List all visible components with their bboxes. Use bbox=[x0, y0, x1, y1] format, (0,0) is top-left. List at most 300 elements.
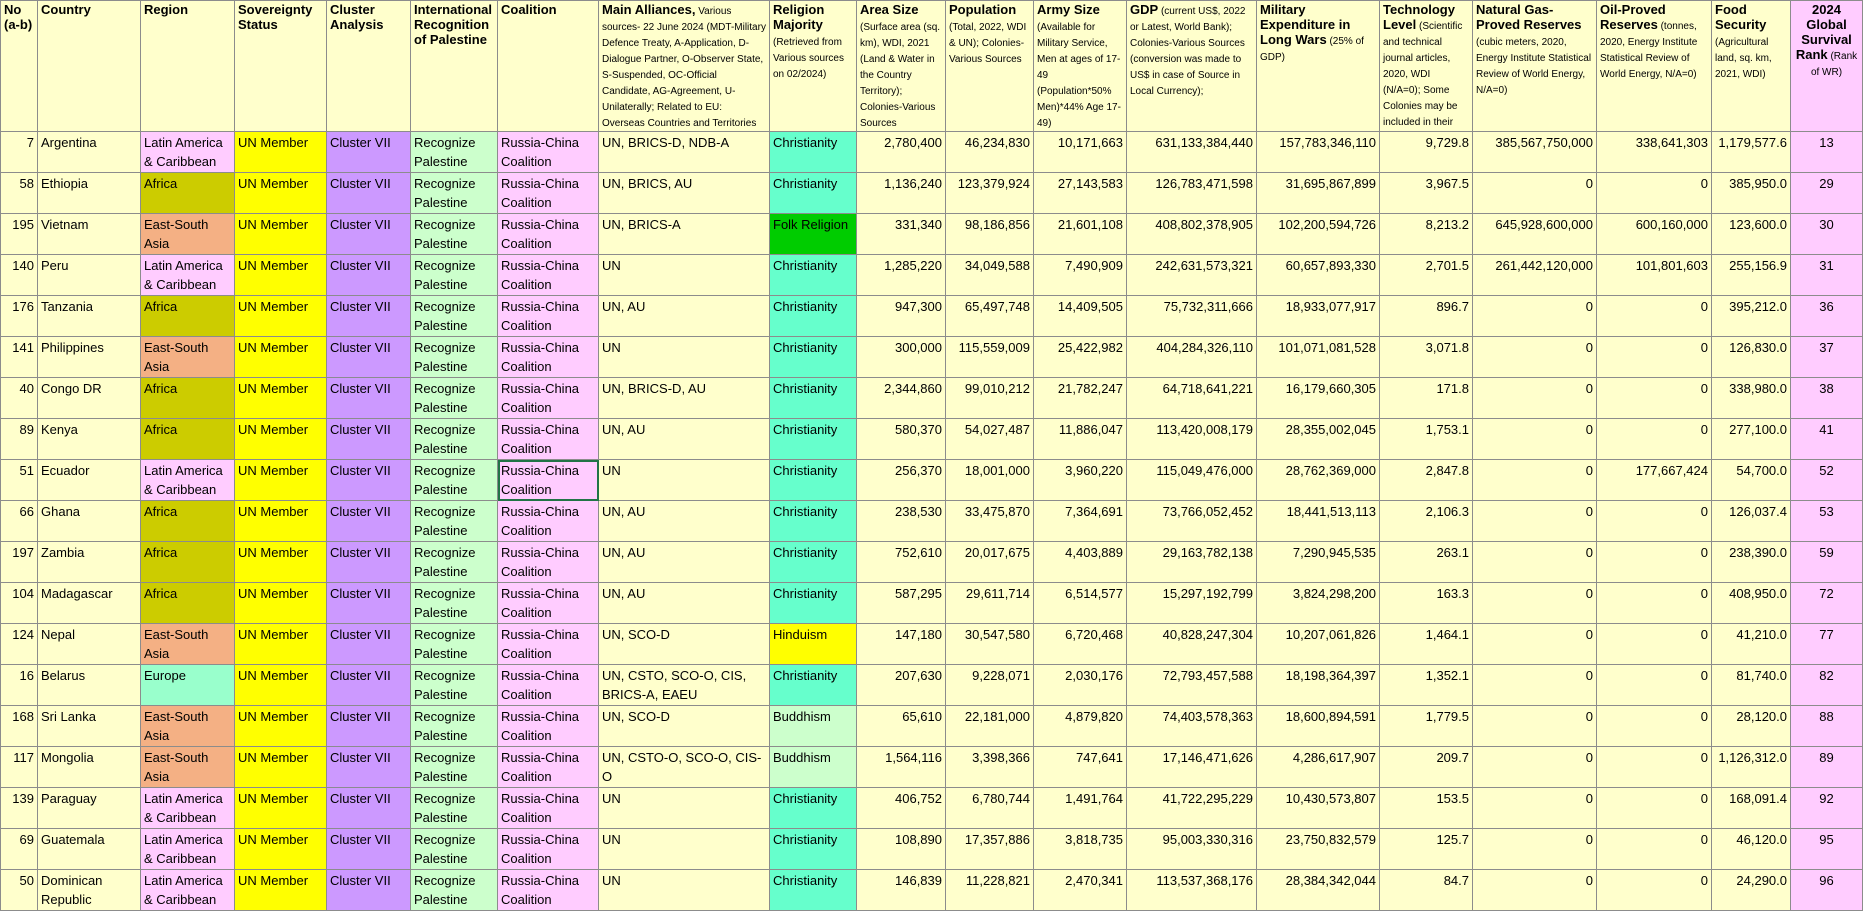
food-cell[interactable]: 1,179,577.6 bbox=[1712, 132, 1791, 173]
army-cell[interactable]: 21,601,108 bbox=[1034, 214, 1127, 255]
recognition-cell[interactable]: Recognize Palestine bbox=[411, 747, 498, 788]
column-header[interactable] bbox=[770, 1, 857, 132]
area-cell[interactable]: 147,180 bbox=[857, 624, 946, 665]
rank-cell[interactable]: 82 bbox=[1791, 665, 1863, 706]
rank-cell[interactable]: 88 bbox=[1791, 706, 1863, 747]
coalition-cell[interactable]: Russia-China Coalition bbox=[498, 542, 599, 583]
military-cell[interactable]: 157,783,346,110 bbox=[1257, 132, 1380, 173]
food-cell[interactable]: 395,212.0 bbox=[1712, 296, 1791, 337]
area-cell[interactable]: 752,610 bbox=[857, 542, 946, 583]
population-cell[interactable]: 54,027,487 bbox=[946, 419, 1034, 460]
recognition-cell[interactable]: Recognize Palestine bbox=[411, 706, 498, 747]
food-cell[interactable]: 123,600.0 bbox=[1712, 214, 1791, 255]
oil-cell[interactable]: 0 bbox=[1597, 747, 1712, 788]
cluster-cell[interactable]: Cluster VII bbox=[327, 460, 411, 501]
country-cell[interactable]: Philippines bbox=[38, 337, 141, 378]
coalition-cell[interactable]: Russia-China Coalition bbox=[498, 665, 599, 706]
sovereignty-cell[interactable]: UN Member bbox=[235, 214, 327, 255]
recognition-cell[interactable]: Recognize Palestine bbox=[411, 460, 498, 501]
region-cell[interactable]: Europe bbox=[141, 665, 235, 706]
alliances-cell[interactable]: UN, SCO-D bbox=[599, 624, 770, 665]
country-cell[interactable]: Tanzania bbox=[38, 296, 141, 337]
gdp-cell[interactable]: 40,828,247,304 bbox=[1127, 624, 1257, 665]
area-cell[interactable]: 331,340 bbox=[857, 214, 946, 255]
oil-cell[interactable]: 0 bbox=[1597, 829, 1712, 870]
religion-cell[interactable]: Buddhism bbox=[770, 747, 857, 788]
gas-cell[interactable]: 0 bbox=[1473, 460, 1597, 501]
country-cell[interactable]: Paraguay bbox=[38, 788, 141, 829]
recognition-cell[interactable]: Recognize Palestine bbox=[411, 296, 498, 337]
religion-cell[interactable]: Christianity bbox=[770, 665, 857, 706]
country-cell[interactable]: Congo DR bbox=[38, 378, 141, 419]
row-number-cell[interactable]: 66 bbox=[1, 501, 38, 542]
alliances-cell[interactable]: UN bbox=[599, 870, 770, 911]
row-number-cell[interactable]: 124 bbox=[1, 624, 38, 665]
region-cell[interactable]: East-South Asia bbox=[141, 337, 235, 378]
technology-cell[interactable]: 263.1 bbox=[1380, 542, 1473, 583]
technology-cell[interactable]: 125.7 bbox=[1380, 829, 1473, 870]
area-cell[interactable]: 238,530 bbox=[857, 501, 946, 542]
area-cell[interactable]: 1,285,220 bbox=[857, 255, 946, 296]
cluster-cell[interactable]: Cluster VII bbox=[327, 132, 411, 173]
military-cell[interactable]: 7,290,945,535 bbox=[1257, 542, 1380, 583]
gdp-cell[interactable]: 17,146,471,626 bbox=[1127, 747, 1257, 788]
food-cell[interactable]: 46,120.0 bbox=[1712, 829, 1791, 870]
religion-cell[interactable]: Christianity bbox=[770, 296, 857, 337]
technology-cell[interactable]: 1,464.1 bbox=[1380, 624, 1473, 665]
country-cell[interactable]: Nepal bbox=[38, 624, 141, 665]
gdp-cell[interactable]: 73,766,052,452 bbox=[1127, 501, 1257, 542]
sovereignty-cell[interactable]: UN Member bbox=[235, 255, 327, 296]
technology-cell[interactable]: 153.5 bbox=[1380, 788, 1473, 829]
gas-cell[interactable]: 645,928,600,000 bbox=[1473, 214, 1597, 255]
alliances-cell[interactable]: UN, AU bbox=[599, 542, 770, 583]
rank-cell[interactable]: 30 bbox=[1791, 214, 1863, 255]
country-cell[interactable]: Zambia bbox=[38, 542, 141, 583]
technology-cell[interactable]: 896.7 bbox=[1380, 296, 1473, 337]
technology-cell[interactable]: 1,753.1 bbox=[1380, 419, 1473, 460]
army-cell[interactable]: 14,409,505 bbox=[1034, 296, 1127, 337]
food-cell[interactable]: 255,156.9 bbox=[1712, 255, 1791, 296]
recognition-cell[interactable]: Recognize Palestine bbox=[411, 337, 498, 378]
population-cell[interactable]: 6,780,744 bbox=[946, 788, 1034, 829]
gdp-cell[interactable]: 631,133,384,440 bbox=[1127, 132, 1257, 173]
alliances-cell[interactable]: UN bbox=[599, 337, 770, 378]
country-cell[interactable]: Ghana bbox=[38, 501, 141, 542]
gdp-cell[interactable]: 113,537,368,176 bbox=[1127, 870, 1257, 911]
military-cell[interactable]: 18,198,364,397 bbox=[1257, 665, 1380, 706]
alliances-cell[interactable]: UN bbox=[599, 255, 770, 296]
recognition-cell[interactable]: Recognize Palestine bbox=[411, 624, 498, 665]
oil-cell[interactable]: 0 bbox=[1597, 296, 1712, 337]
rank-cell[interactable]: 72 bbox=[1791, 583, 1863, 624]
cluster-cell[interactable]: Cluster VII bbox=[327, 296, 411, 337]
row-number-cell[interactable]: 16 bbox=[1, 665, 38, 706]
sovereignty-cell[interactable]: UN Member bbox=[235, 378, 327, 419]
row-number-cell[interactable]: 58 bbox=[1, 173, 38, 214]
religion-cell[interactable]: Christianity bbox=[770, 337, 857, 378]
oil-cell[interactable]: 338,641,303 bbox=[1597, 132, 1712, 173]
gdp-cell[interactable]: 242,631,573,321 bbox=[1127, 255, 1257, 296]
country-cell[interactable]: Sri Lanka bbox=[38, 706, 141, 747]
coalition-cell[interactable]: Russia-China Coalition bbox=[498, 747, 599, 788]
column-header[interactable] bbox=[1257, 1, 1380, 132]
sovereignty-cell[interactable]: UN Member bbox=[235, 583, 327, 624]
technology-cell[interactable]: 3,967.5 bbox=[1380, 173, 1473, 214]
military-cell[interactable]: 18,933,077,917 bbox=[1257, 296, 1380, 337]
sovereignty-cell[interactable]: UN Member bbox=[235, 829, 327, 870]
alliances-cell[interactable]: UN bbox=[599, 460, 770, 501]
column-header[interactable] bbox=[1034, 1, 1127, 132]
recognition-cell[interactable]: Recognize Palestine bbox=[411, 214, 498, 255]
oil-cell[interactable]: 0 bbox=[1597, 378, 1712, 419]
army-cell[interactable]: 6,514,577 bbox=[1034, 583, 1127, 624]
recognition-cell[interactable]: Recognize Palestine bbox=[411, 788, 498, 829]
area-cell[interactable]: 65,610 bbox=[857, 706, 946, 747]
technology-cell[interactable]: 8,213.2 bbox=[1380, 214, 1473, 255]
area-cell[interactable]: 587,295 bbox=[857, 583, 946, 624]
gas-cell[interactable]: 0 bbox=[1473, 296, 1597, 337]
religion-cell[interactable]: Christianity bbox=[770, 173, 857, 214]
army-cell[interactable]: 7,364,691 bbox=[1034, 501, 1127, 542]
coalition-cell[interactable]: Russia-China Coalition bbox=[498, 173, 599, 214]
country-cell[interactable]: Kenya bbox=[38, 419, 141, 460]
recognition-cell[interactable]: Recognize Palestine bbox=[411, 501, 498, 542]
population-cell[interactable]: 34,049,588 bbox=[946, 255, 1034, 296]
recognition-cell[interactable]: Recognize Palestine bbox=[411, 583, 498, 624]
rank-cell[interactable]: 59 bbox=[1791, 542, 1863, 583]
oil-cell[interactable]: 0 bbox=[1597, 706, 1712, 747]
country-cell[interactable]: Argentina bbox=[38, 132, 141, 173]
alliances-cell[interactable]: UN, SCO-D bbox=[599, 706, 770, 747]
alliances-cell[interactable]: UN, AU bbox=[599, 419, 770, 460]
sovereignty-cell[interactable]: UN Member bbox=[235, 706, 327, 747]
technology-cell[interactable]: 3,071.8 bbox=[1380, 337, 1473, 378]
gas-cell[interactable]: 0 bbox=[1473, 829, 1597, 870]
alliances-cell[interactable]: UN, CSTO-O, SCO-O, CIS-O bbox=[599, 747, 770, 788]
religion-cell[interactable]: Christianity bbox=[770, 378, 857, 419]
oil-cell[interactable]: 0 bbox=[1597, 501, 1712, 542]
military-cell[interactable]: 23,750,832,579 bbox=[1257, 829, 1380, 870]
army-cell[interactable]: 2,470,341 bbox=[1034, 870, 1127, 911]
country-cell[interactable]: Guatemala bbox=[38, 829, 141, 870]
technology-cell[interactable]: 209.7 bbox=[1380, 747, 1473, 788]
gas-cell[interactable]: 0 bbox=[1473, 870, 1597, 911]
military-cell[interactable]: 16,179,660,305 bbox=[1257, 378, 1380, 419]
food-cell[interactable]: 238,390.0 bbox=[1712, 542, 1791, 583]
gdp-cell[interactable]: 41,722,295,229 bbox=[1127, 788, 1257, 829]
technology-cell[interactable]: 84.7 bbox=[1380, 870, 1473, 911]
column-header[interactable] bbox=[141, 1, 235, 132]
technology-cell[interactable]: 171.8 bbox=[1380, 378, 1473, 419]
religion-cell[interactable]: Christianity bbox=[770, 255, 857, 296]
column-header[interactable] bbox=[857, 1, 946, 132]
row-number-cell[interactable]: 168 bbox=[1, 706, 38, 747]
gdp-cell[interactable]: 64,718,641,221 bbox=[1127, 378, 1257, 419]
food-cell[interactable]: 1,126,312.0 bbox=[1712, 747, 1791, 788]
gas-cell[interactable]: 0 bbox=[1473, 542, 1597, 583]
area-cell[interactable]: 580,370 bbox=[857, 419, 946, 460]
sovereignty-cell[interactable]: UN Member bbox=[235, 747, 327, 788]
oil-cell[interactable]: 0 bbox=[1597, 583, 1712, 624]
column-header[interactable] bbox=[1380, 1, 1473, 132]
row-number-cell[interactable]: 7 bbox=[1, 132, 38, 173]
cluster-cell[interactable]: Cluster VII bbox=[327, 501, 411, 542]
religion-cell[interactable]: Christianity bbox=[770, 501, 857, 542]
population-cell[interactable]: 22,181,000 bbox=[946, 706, 1034, 747]
religion-cell[interactable]: Christianity bbox=[770, 542, 857, 583]
military-cell[interactable]: 18,441,513,113 bbox=[1257, 501, 1380, 542]
area-cell[interactable]: 2,344,860 bbox=[857, 378, 946, 419]
country-cell[interactable]: Vietnam bbox=[38, 214, 141, 255]
alliances-cell[interactable]: UN bbox=[599, 829, 770, 870]
gas-cell[interactable]: 0 bbox=[1473, 583, 1597, 624]
rank-cell[interactable]: 53 bbox=[1791, 501, 1863, 542]
gas-cell[interactable]: 0 bbox=[1473, 337, 1597, 378]
population-cell[interactable]: 30,547,580 bbox=[946, 624, 1034, 665]
region-cell[interactable]: Africa bbox=[141, 173, 235, 214]
cluster-cell[interactable]: Cluster VII bbox=[327, 173, 411, 214]
military-cell[interactable]: 101,071,081,528 bbox=[1257, 337, 1380, 378]
population-cell[interactable]: 65,497,748 bbox=[946, 296, 1034, 337]
gas-cell[interactable]: 0 bbox=[1473, 173, 1597, 214]
region-cell[interactable]: East-South Asia bbox=[141, 624, 235, 665]
food-cell[interactable]: 168,091.4 bbox=[1712, 788, 1791, 829]
rank-cell[interactable]: 38 bbox=[1791, 378, 1863, 419]
military-cell[interactable]: 4,286,617,907 bbox=[1257, 747, 1380, 788]
region-cell[interactable]: East-South Asia bbox=[141, 747, 235, 788]
food-cell[interactable]: 81,740.0 bbox=[1712, 665, 1791, 706]
oil-cell[interactable]: 0 bbox=[1597, 173, 1712, 214]
column-header[interactable] bbox=[1473, 1, 1597, 132]
religion-cell[interactable]: Buddhism bbox=[770, 706, 857, 747]
army-cell[interactable]: 6,720,468 bbox=[1034, 624, 1127, 665]
recognition-cell[interactable]: Recognize Palestine bbox=[411, 542, 498, 583]
sovereignty-cell[interactable]: UN Member bbox=[235, 419, 327, 460]
population-cell[interactable]: 11,228,821 bbox=[946, 870, 1034, 911]
cluster-cell[interactable]: Cluster VII bbox=[327, 829, 411, 870]
gdp-cell[interactable]: 126,783,471,598 bbox=[1127, 173, 1257, 214]
military-cell[interactable]: 28,762,369,000 bbox=[1257, 460, 1380, 501]
food-cell[interactable]: 54,700.0 bbox=[1712, 460, 1791, 501]
column-header[interactable] bbox=[1791, 1, 1863, 132]
population-cell[interactable]: 99,010,212 bbox=[946, 378, 1034, 419]
population-cell[interactable]: 98,186,856 bbox=[946, 214, 1034, 255]
coalition-cell[interactable]: Russia-China Coalition bbox=[498, 378, 599, 419]
food-cell[interactable]: 28,120.0 bbox=[1712, 706, 1791, 747]
recognition-cell[interactable]: Recognize Palestine bbox=[411, 173, 498, 214]
gdp-cell[interactable]: 404,284,326,110 bbox=[1127, 337, 1257, 378]
row-number-cell[interactable]: 104 bbox=[1, 583, 38, 624]
rank-cell[interactable]: 36 bbox=[1791, 296, 1863, 337]
coalition-cell[interactable]: Russia-China Coalition bbox=[498, 501, 599, 542]
oil-cell[interactable]: 0 bbox=[1597, 788, 1712, 829]
oil-cell[interactable]: 101,801,603 bbox=[1597, 255, 1712, 296]
alliances-cell[interactable]: UN bbox=[599, 788, 770, 829]
sovereignty-cell[interactable]: UN Member bbox=[235, 624, 327, 665]
recognition-cell[interactable]: Recognize Palestine bbox=[411, 870, 498, 911]
country-cell[interactable]: Ethiopia bbox=[38, 173, 141, 214]
country-cell[interactable]: Dominican Republic bbox=[38, 870, 141, 911]
religion-cell[interactable]: Christianity bbox=[770, 829, 857, 870]
alliances-cell[interactable]: UN, BRICS-D, AU bbox=[599, 378, 770, 419]
country-cell[interactable]: Belarus bbox=[38, 665, 141, 706]
food-cell[interactable]: 385,950.0 bbox=[1712, 173, 1791, 214]
army-cell[interactable]: 747,641 bbox=[1034, 747, 1127, 788]
food-cell[interactable]: 126,037.4 bbox=[1712, 501, 1791, 542]
population-cell[interactable]: 33,475,870 bbox=[946, 501, 1034, 542]
gdp-cell[interactable]: 74,403,578,363 bbox=[1127, 706, 1257, 747]
military-cell[interactable]: 102,200,594,726 bbox=[1257, 214, 1380, 255]
row-number-cell[interactable]: 176 bbox=[1, 296, 38, 337]
rank-cell[interactable]: 31 bbox=[1791, 255, 1863, 296]
region-cell[interactable]: Latin America & Caribbean bbox=[141, 255, 235, 296]
alliances-cell[interactable]: UN, AU bbox=[599, 583, 770, 624]
region-cell[interactable]: Latin America & Caribbean bbox=[141, 460, 235, 501]
cluster-cell[interactable]: Cluster VII bbox=[327, 255, 411, 296]
column-header[interactable] bbox=[1127, 1, 1257, 132]
area-cell[interactable]: 207,630 bbox=[857, 665, 946, 706]
column-header[interactable] bbox=[1712, 1, 1791, 132]
coalition-cell[interactable]: Russia-China Coalition bbox=[498, 788, 599, 829]
cluster-cell[interactable]: Cluster VII bbox=[327, 378, 411, 419]
row-number-cell[interactable]: 51 bbox=[1, 460, 38, 501]
food-cell[interactable]: 41,210.0 bbox=[1712, 624, 1791, 665]
sovereignty-cell[interactable]: UN Member bbox=[235, 296, 327, 337]
row-number-cell[interactable]: 139 bbox=[1, 788, 38, 829]
military-cell[interactable]: 28,355,002,045 bbox=[1257, 419, 1380, 460]
army-cell[interactable]: 25,422,982 bbox=[1034, 337, 1127, 378]
population-cell[interactable]: 9,228,071 bbox=[946, 665, 1034, 706]
sovereignty-cell[interactable]: UN Member bbox=[235, 665, 327, 706]
gas-cell[interactable]: 0 bbox=[1473, 419, 1597, 460]
row-number-cell[interactable]: 69 bbox=[1, 829, 38, 870]
technology-cell[interactable]: 9,729.8 bbox=[1380, 132, 1473, 173]
army-cell[interactable]: 21,782,247 bbox=[1034, 378, 1127, 419]
gdp-cell[interactable]: 113,420,008,179 bbox=[1127, 419, 1257, 460]
region-cell[interactable]: Africa bbox=[141, 542, 235, 583]
gas-cell[interactable]: 0 bbox=[1473, 378, 1597, 419]
country-cell[interactable]: Peru bbox=[38, 255, 141, 296]
technology-cell[interactable]: 1,352.1 bbox=[1380, 665, 1473, 706]
column-header[interactable] bbox=[599, 1, 770, 132]
sovereignty-cell[interactable]: UN Member bbox=[235, 501, 327, 542]
column-header[interactable] bbox=[235, 1, 327, 132]
coalition-cell[interactable]: Russia-China Coalition bbox=[498, 255, 599, 296]
rank-cell[interactable]: 52 bbox=[1791, 460, 1863, 501]
alliances-cell[interactable]: UN, BRICS-D, NDB-A bbox=[599, 132, 770, 173]
coalition-cell[interactable]: Russia-China Coalition bbox=[498, 870, 599, 911]
religion-cell[interactable]: Christianity bbox=[770, 788, 857, 829]
region-cell[interactable]: Latin America & Caribbean bbox=[141, 132, 235, 173]
sovereignty-cell[interactable]: UN Member bbox=[235, 542, 327, 583]
gdp-cell[interactable]: 29,163,782,138 bbox=[1127, 542, 1257, 583]
technology-cell[interactable]: 2,106.3 bbox=[1380, 501, 1473, 542]
column-header[interactable] bbox=[411, 1, 498, 132]
religion-cell[interactable]: Christianity bbox=[770, 460, 857, 501]
coalition-cell[interactable]: Russia-China Coalition bbox=[498, 214, 599, 255]
row-number-cell[interactable]: 195 bbox=[1, 214, 38, 255]
sovereignty-cell[interactable]: UN Member bbox=[235, 460, 327, 501]
area-cell[interactable]: 2,780,400 bbox=[857, 132, 946, 173]
rank-cell[interactable]: 96 bbox=[1791, 870, 1863, 911]
cluster-cell[interactable]: Cluster VII bbox=[327, 706, 411, 747]
rank-cell[interactable]: 13 bbox=[1791, 132, 1863, 173]
religion-cell[interactable]: Christianity bbox=[770, 583, 857, 624]
population-cell[interactable]: 115,559,009 bbox=[946, 337, 1034, 378]
population-cell[interactable]: 20,017,675 bbox=[946, 542, 1034, 583]
food-cell[interactable]: 338,980.0 bbox=[1712, 378, 1791, 419]
coalition-cell[interactable]: Russia-China Coalition bbox=[498, 706, 599, 747]
military-cell[interactable]: 31,695,867,899 bbox=[1257, 173, 1380, 214]
army-cell[interactable]: 2,030,176 bbox=[1034, 665, 1127, 706]
region-cell[interactable]: Africa bbox=[141, 419, 235, 460]
alliances-cell[interactable]: UN, AU bbox=[599, 296, 770, 337]
army-cell[interactable]: 7,490,909 bbox=[1034, 255, 1127, 296]
coalition-cell[interactable]: Russia-China Coalition bbox=[498, 829, 599, 870]
area-cell[interactable]: 256,370 bbox=[857, 460, 946, 501]
technology-cell[interactable]: 2,701.5 bbox=[1380, 255, 1473, 296]
military-cell[interactable]: 28,384,342,044 bbox=[1257, 870, 1380, 911]
gdp-cell[interactable]: 15,297,192,799 bbox=[1127, 583, 1257, 624]
coalition-cell[interactable]: Russia-China Coalition bbox=[498, 419, 599, 460]
rank-cell[interactable]: 37 bbox=[1791, 337, 1863, 378]
gas-cell[interactable]: 0 bbox=[1473, 706, 1597, 747]
region-cell[interactable]: Latin America & Caribbean bbox=[141, 788, 235, 829]
military-cell[interactable]: 3,824,298,200 bbox=[1257, 583, 1380, 624]
region-cell[interactable]: Africa bbox=[141, 583, 235, 624]
rank-cell[interactable]: 92 bbox=[1791, 788, 1863, 829]
alliances-cell[interactable]: UN, CSTO, SCO-O, CIS, BRICS-A, EAEU bbox=[599, 665, 770, 706]
row-number-cell[interactable]: 197 bbox=[1, 542, 38, 583]
cluster-cell[interactable]: Cluster VII bbox=[327, 624, 411, 665]
cluster-cell[interactable]: Cluster VII bbox=[327, 214, 411, 255]
sovereignty-cell[interactable]: UN Member bbox=[235, 173, 327, 214]
gas-cell[interactable]: 0 bbox=[1473, 747, 1597, 788]
coalition-cell[interactable]: Russia-China Coalition bbox=[498, 583, 599, 624]
oil-cell[interactable]: 0 bbox=[1597, 624, 1712, 665]
army-cell[interactable]: 11,886,047 bbox=[1034, 419, 1127, 460]
military-cell[interactable]: 10,207,061,826 bbox=[1257, 624, 1380, 665]
column-header[interactable] bbox=[1, 1, 38, 132]
army-cell[interactable]: 27,143,583 bbox=[1034, 173, 1127, 214]
population-cell[interactable]: 123,379,924 bbox=[946, 173, 1034, 214]
religion-cell[interactable]: Christianity bbox=[770, 419, 857, 460]
column-header[interactable] bbox=[1597, 1, 1712, 132]
alliances-cell[interactable]: UN, AU bbox=[599, 501, 770, 542]
population-cell[interactable]: 29,611,714 bbox=[946, 583, 1034, 624]
religion-cell[interactable]: Christianity bbox=[770, 132, 857, 173]
country-cell[interactable]: Madagascar bbox=[38, 583, 141, 624]
religion-cell[interactable]: Christianity bbox=[770, 870, 857, 911]
area-cell[interactable]: 1,136,240 bbox=[857, 173, 946, 214]
recognition-cell[interactable]: Recognize Palestine bbox=[411, 419, 498, 460]
cluster-cell[interactable]: Cluster VII bbox=[327, 419, 411, 460]
sovereignty-cell[interactable]: UN Member bbox=[235, 337, 327, 378]
alliances-cell[interactable]: UN, BRICS-A bbox=[599, 214, 770, 255]
region-cell[interactable]: East-South Asia bbox=[141, 214, 235, 255]
military-cell[interactable]: 10,430,573,807 bbox=[1257, 788, 1380, 829]
sovereignty-cell[interactable]: UN Member bbox=[235, 132, 327, 173]
gas-cell[interactable]: 0 bbox=[1473, 665, 1597, 706]
row-number-cell[interactable]: 89 bbox=[1, 419, 38, 460]
cluster-cell[interactable]: Cluster VII bbox=[327, 788, 411, 829]
row-number-cell[interactable]: 40 bbox=[1, 378, 38, 419]
population-cell[interactable]: 17,357,886 bbox=[946, 829, 1034, 870]
area-cell[interactable]: 947,300 bbox=[857, 296, 946, 337]
coalition-cell[interactable]: Russia-China Coalition bbox=[498, 337, 599, 378]
oil-cell[interactable]: 0 bbox=[1597, 419, 1712, 460]
